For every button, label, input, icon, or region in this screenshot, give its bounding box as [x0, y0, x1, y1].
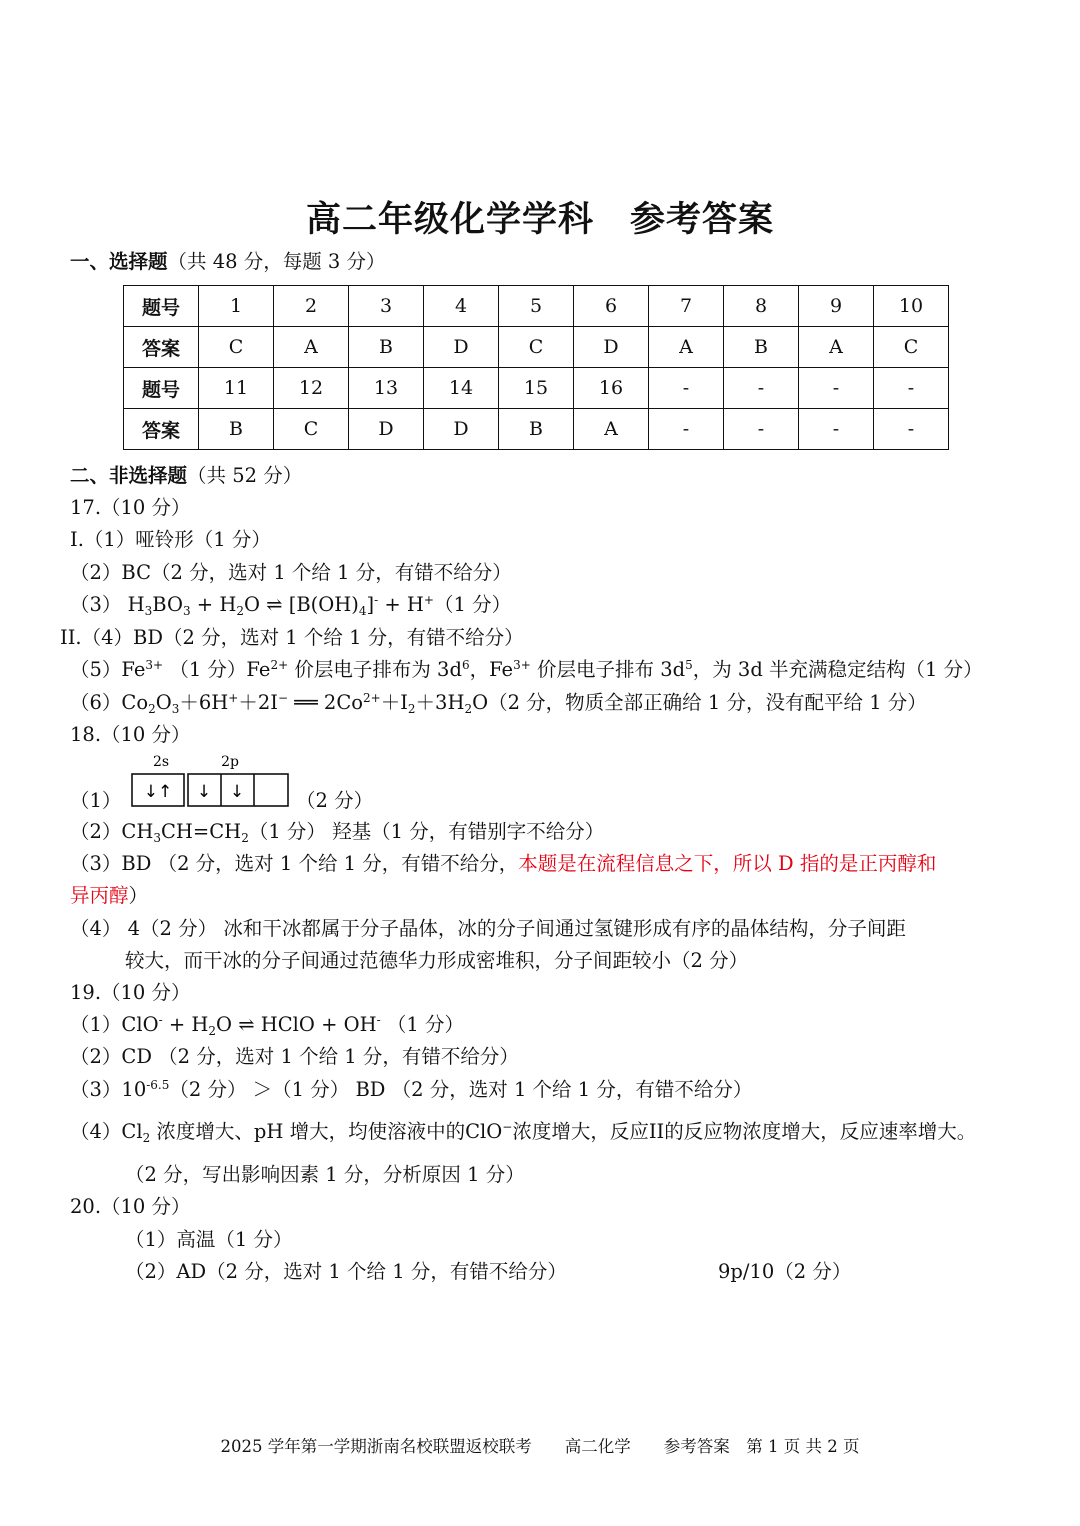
orbital-2p-label: 2p: [221, 754, 239, 770]
answer-cell: C: [199, 327, 274, 368]
answer-cell: 15: [499, 368, 574, 409]
answer-cell: B: [349, 327, 424, 368]
answer-cell: C: [874, 327, 949, 368]
q19-line-3: $(3)10^{-6.5}(2$ 分） ＞（1 分） BD （2 分，选对 1 个给 1 分，有错不给分）: [70, 1078, 753, 1101]
q17-line-2: （2）BC（2 分，选对 1 个给 1 分，有错不给分）: [70, 561, 512, 584]
q17-line-4: II.（4）BD（2 分，选对 1 个给 1 分，有错不给分）: [60, 626, 524, 649]
row-label: 题号: [124, 368, 199, 409]
answer-table: [123, 285, 949, 450]
q20-heading: 20.（10 分）: [70, 1195, 191, 1218]
answer-cell: 12: [274, 368, 349, 409]
q18-line-1-prefix: （1）: [70, 789, 122, 812]
answer-table-row: [124, 409, 949, 450]
q19-heading: 19.（10 分）: [70, 981, 191, 1004]
answer-cell: -: [649, 409, 724, 450]
answer-cell: D: [574, 327, 649, 368]
answer-cell: A: [574, 409, 649, 450]
answer-cell: -: [874, 368, 949, 409]
answer-cell: 14: [424, 368, 499, 409]
answer-cell: A: [649, 327, 724, 368]
answer-cell: 16: [574, 368, 649, 409]
answer-cell: -: [874, 409, 949, 450]
answer-cell: B: [499, 409, 574, 450]
answer-cell: D: [349, 409, 424, 450]
page-footer: 2025 学年第一学期浙南名校联盟返校联考 高二化学 参考答案 第 1 页 共 2 页: [220, 1437, 860, 1456]
orbital-diagram: [128, 752, 293, 808]
answer-cell: 1: [199, 286, 274, 327]
answer-table-row: [124, 368, 949, 409]
section-1-heading: 一、选择题（共 48 分，每题 3 分）: [70, 250, 386, 273]
orbital-2s-label: 2s: [152, 754, 170, 770]
answer-cell: A: [274, 327, 349, 368]
q17-line-3: （3） $H_3BO_3 + H_2O$ ⇌ $[B(OH)_4]^- + H^+(1$ 分）: [70, 593, 512, 618]
answer-cell: C: [274, 409, 349, 450]
q18-line-1-score: （2 分）: [296, 789, 374, 812]
section-2-heading: 二、非选择题（共 52 分）: [70, 464, 303, 487]
answer-cell: 2: [274, 286, 349, 327]
answer-cell: -: [649, 368, 724, 409]
answer-cell: D: [424, 409, 499, 450]
q20-line-1: （1）高温（1 分）: [125, 1228, 293, 1251]
answer-cell: -: [724, 368, 799, 409]
answer-cell: 3: [349, 286, 424, 327]
answer-cell: -: [799, 368, 874, 409]
answer-cell: -: [799, 409, 874, 450]
q19-line-5: （2 分，写出影响因素 1 分，分析原因 1 分）: [125, 1163, 525, 1186]
answer-table-row: [124, 286, 949, 327]
row-label: 题号: [124, 286, 199, 327]
q18-line-4b: 较大，而干冰的分子间通过范德华力形成密堆积，分子间距较小（2 分）: [125, 949, 749, 972]
orbital-electrons-2s: ↓↑: [143, 782, 173, 802]
answer-cell: 4: [424, 286, 499, 327]
q18-line-3-note: 本题是在流程信息之下，所以 D 指的是正丙醇和: [518, 852, 937, 875]
q20-line-2: （2）AD（2 分，选对 1 个给 1 分，有错不给分）: [125, 1260, 567, 1283]
orbital-electrons-2p-2: ↓: [229, 782, 245, 802]
answer-cell: B: [199, 409, 274, 450]
row-label: 答案: [124, 327, 199, 368]
answer-cell: D: [424, 327, 499, 368]
answer-cell: -: [724, 409, 799, 450]
answer-cell: 6: [574, 286, 649, 327]
answer-cell: 11: [199, 368, 274, 409]
q17-line-1: I.（1）哑铃形（1 分）: [70, 528, 271, 551]
answer-cell: 13: [349, 368, 424, 409]
page-title: 高二年级化学学科 参考答案: [305, 200, 774, 240]
answer-cell: 9: [799, 286, 874, 327]
q17-heading: 17.（10 分）: [70, 496, 191, 519]
q18-line-3: （3）BD （2 分，选对 1 个给 1 分，有错不给分，本题是在流程信息之下，所以 D 指的是正丙醇和: [70, 852, 937, 875]
q19-line-4: $(4)Cl_2$ 浓度增大、pH 增大，均使溶液中的ClO−浓度增大，反应II的反应物浓度增大，反应速率增大。: [70, 1120, 977, 1145]
answer-cell: 8: [724, 286, 799, 327]
q19-line-1: $(1)ClO^- + H_2O$ ⇌ HClO + OH- （1 分）: [70, 1013, 464, 1038]
answer-cell: 10: [874, 286, 949, 327]
q17-line-6: $(6)Co_2O_3+6H^++2I^-$ ══ $2Co^{2+}+I_2+3H_2O(2$ 分，物质全部正确给 1 分，没有配平给 1 分）: [70, 691, 927, 716]
row-label: 答案: [124, 409, 199, 450]
answer-cell: A: [799, 327, 874, 368]
q18-heading: 18.（10 分）: [70, 723, 191, 746]
orbital-electrons-2p-1: ↓: [196, 782, 212, 802]
q18-line-2: $(2)CH_3CH=CH_2(1$ 分） 羟基（1 分，有错别字不给分）: [70, 820, 605, 845]
answer-cell: 5: [499, 286, 574, 327]
answer-cell: C: [499, 327, 574, 368]
answer-cell: 7: [649, 286, 724, 327]
q18-line-3-cont: 异丙醇）: [70, 884, 149, 907]
q17-line-5: $(5)Fe^{3+}$ （1 分）$Fe^{2+}$ 价层电子排布为 $3d^6$，$Fe^{3+}$ 价层电子排布 $3d^5$，为 3d 半充满稳定结构（1 分）: [70, 658, 983, 681]
q20-line-2-right: 9p/10（2 分）: [718, 1260, 852, 1283]
q19-line-2: （2）CD （2 分，选对 1 个给 1 分，有错不给分）: [70, 1045, 519, 1068]
answer-cell: B: [724, 327, 799, 368]
q18-line-4a: （4） 4（2 分） 冰和干冰都属于分子晶体，冰的分子间通过氢键形成有序的晶体结构，分子间距: [70, 917, 906, 940]
answer-table-row: [124, 327, 949, 368]
